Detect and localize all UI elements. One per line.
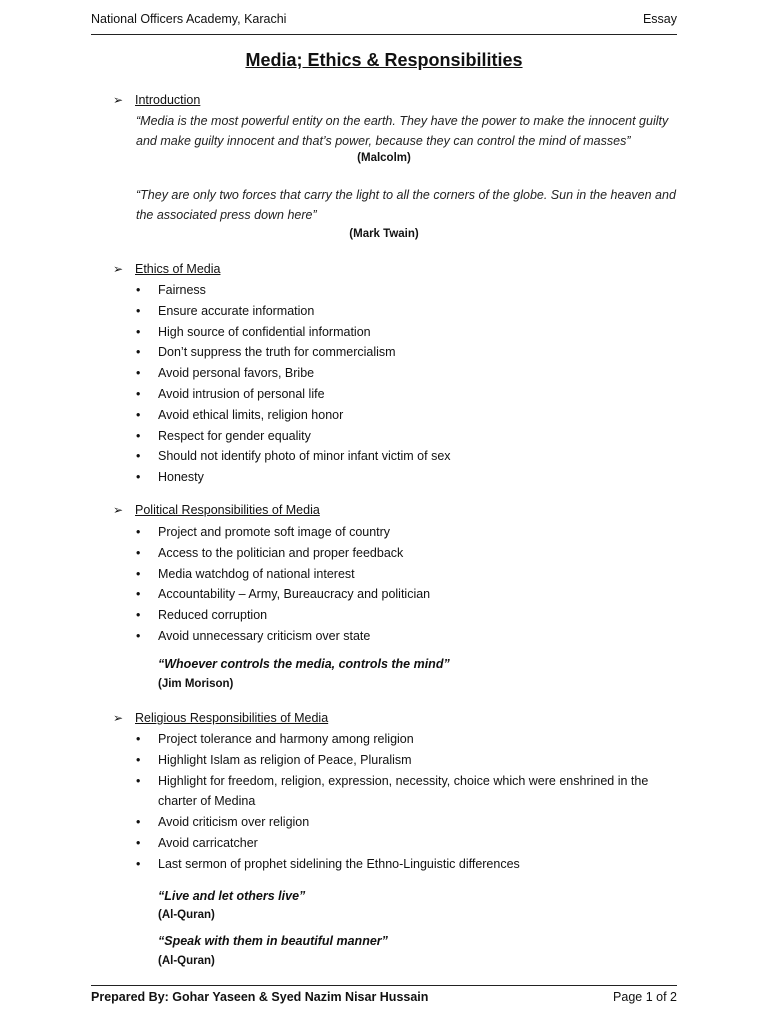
bullet-icon: •: [136, 386, 141, 401]
list-item: • Project tolerance and harmony among religion: [136, 729, 663, 750]
list-item: • Respect for gender equality: [136, 426, 451, 447]
arrow-bullet-icon: ➢: [113, 93, 124, 107]
header-divider: [91, 34, 677, 35]
section-heading-label: Religious Responsibilities of Media: [135, 711, 329, 725]
bullet-icon: •: [136, 366, 141, 381]
list-item: • Last sermon of prophet sidelining the Ethno-Linguistic differences: [136, 854, 663, 875]
list-item: • Reduced corruption: [136, 605, 430, 626]
bullet-icon: •: [136, 324, 141, 339]
bullet-icon: •: [136, 732, 141, 746]
political-list: [136, 522, 430, 647]
religious-quote-2-author: (Al-Quran): [158, 955, 215, 967]
ethics-list: [136, 280, 451, 488]
bullet-icon: •: [136, 345, 141, 360]
bullet-icon: •: [136, 752, 141, 767]
document-header-right: Essay: [642, 12, 677, 26]
list-item: • Honesty: [136, 467, 451, 488]
document-footer-right: Page 1 of 2: [613, 990, 677, 1004]
list-item: • Highlight for freedom, religion, expression, necessity, choice which were enshrined in the charter of Medina: [136, 771, 663, 813]
bullet-icon: •: [136, 545, 141, 560]
bullet-icon: •: [136, 815, 141, 830]
bullet-icon: •: [136, 470, 141, 485]
list-item: • Avoid carricatcher: [136, 833, 663, 854]
document-footer-left: Prepared By: Gohar Yaseen & Syed Nazim Nisar Hussain: [91, 990, 429, 1004]
section-heading-introduction: [113, 93, 200, 107]
footer-divider: [91, 985, 677, 986]
bullet-icon: •: [136, 773, 141, 788]
intro-quote-2: “They are only two forces that carry the light to all the corners of the globe. Sun in the heaven and the associated press down here”: [136, 188, 676, 222]
intro-quote-1: “Media is the most powerful entity on the earth. They have the power to make the innocent guilty and make guilty innocent and that’s power, because they can control the mind of masses”: [136, 114, 669, 148]
arrow-bullet-icon: ➢: [113, 503, 124, 517]
document-header-left: National Officers Academy, Karachi: [91, 12, 287, 26]
bullet-icon: •: [136, 608, 141, 623]
list-item: • Media watchdog of national interest: [136, 564, 430, 585]
section-heading-label: Introduction: [135, 93, 201, 107]
list-item: • Access to the politician and proper feedback: [136, 543, 430, 564]
list-item: • Don’t suppress the truth for commercialism: [136, 342, 451, 363]
religious-list: [136, 729, 663, 875]
section-heading-religious: [113, 711, 328, 725]
bullet-icon: •: [136, 525, 141, 539]
religious-quote-2: “Speak with them in beautiful manner”: [158, 934, 388, 948]
arrow-bullet-icon: ➢: [113, 262, 124, 276]
intro-quote-2-author: (Mark Twain): [349, 228, 419, 240]
bullet-icon: •: [136, 628, 141, 643]
list-item: • Project and promote soft image of country: [136, 522, 430, 543]
list-item: • Avoid personal favors, Bribe: [136, 363, 451, 384]
bullet-icon: •: [136, 835, 141, 850]
bullet-icon: •: [136, 428, 141, 443]
bullet-icon: •: [136, 587, 141, 602]
arrow-bullet-icon: ➢: [113, 711, 124, 725]
political-quote: “Whoever controls the media, controls the mind”: [158, 657, 450, 671]
list-item: • Avoid unnecessary criticism over state: [136, 626, 430, 647]
political-quote-author: (Jim Morison): [158, 678, 234, 690]
section-heading-political: [113, 503, 320, 517]
list-item: • Ensure accurate information: [136, 301, 451, 322]
bullet-icon: •: [136, 566, 141, 581]
bullet-icon: •: [136, 407, 141, 422]
list-item: • Avoid intrusion of personal life: [136, 384, 451, 405]
bullet-icon: •: [136, 303, 141, 318]
bullet-icon: •: [136, 856, 141, 871]
religious-quote-1: “Live and let others live”: [158, 889, 306, 903]
document-title: Media; Ethics & Responsibilities: [245, 50, 523, 70]
intro-quote-1-author: (Malcolm): [357, 152, 411, 164]
list-item: • Highlight Islam as religion of Peace, Pluralism: [136, 750, 663, 771]
list-item: • High source of confidential information: [136, 322, 451, 343]
section-heading-label: Ethics of Media: [135, 262, 221, 276]
religious-quote-1-author: (Al-Quran): [158, 909, 215, 921]
section-heading-ethics: [113, 262, 220, 276]
list-item: • Fairness: [136, 280, 451, 301]
bullet-icon: •: [136, 449, 141, 464]
list-item: • Avoid ethical limits, religion honor: [136, 405, 451, 426]
list-item: • Avoid criticism over religion: [136, 812, 663, 833]
bullet-icon: •: [136, 283, 141, 297]
list-item: • Should not identify photo of minor infant victim of sex: [136, 446, 451, 467]
list-item: • Accountability – Army, Bureaucracy and politician: [136, 584, 430, 605]
section-heading-label: Political Responsibilities of Media: [135, 503, 320, 517]
